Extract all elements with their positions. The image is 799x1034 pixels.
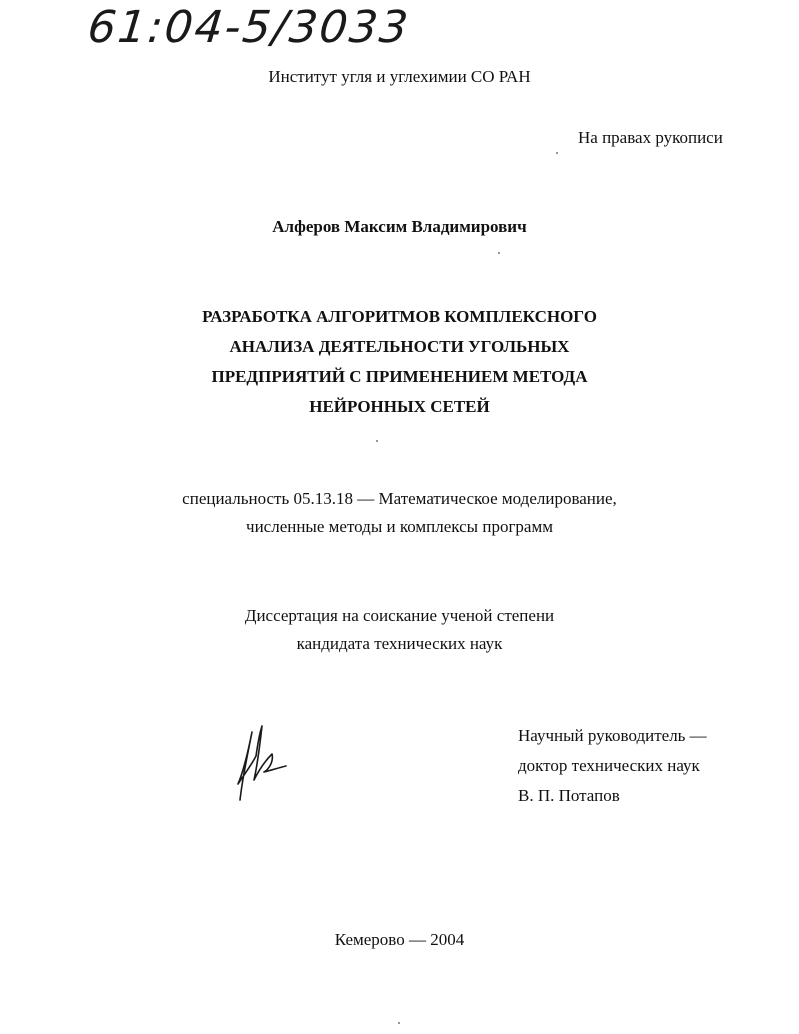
scan-speck — [556, 152, 558, 154]
specialty-line: численные методы и комплексы программ — [246, 517, 553, 536]
author-name: Алферов Максим Владимирович — [272, 217, 527, 236]
archive-code-handwritten: 61:04-5/3033 — [85, 2, 413, 53]
advisor-line: доктор технических наук — [518, 756, 700, 775]
advisor-line: Научный руководитель — — [518, 726, 707, 745]
specialty — [0, 485, 799, 541]
degree-statement — [0, 602, 799, 658]
title-line: РАЗРАБОТКА АЛГОРИТМОВ КОМПЛЕКСНОГО — [202, 307, 597, 326]
degree-line: кандидата технических наук — [296, 634, 503, 653]
city-year: Кемерово — 2004 — [334, 930, 465, 949]
scientific-advisor — [518, 721, 707, 811]
advisor-line: В. П. Потапов — [518, 786, 620, 805]
scan-speck — [498, 252, 500, 254]
institute-name: Институт угля и углехимии СО РАН — [268, 67, 531, 86]
signature — [228, 722, 298, 807]
specialty-line: специальность 05.13.18 — Математическое моделирование, — [182, 489, 617, 508]
title-line: АНАЛИЗА ДЕЯТЕЛЬНОСТИ УГОЛЬНЫХ — [229, 337, 570, 356]
scan-speck — [398, 1022, 400, 1024]
degree-line: Диссертация на соискание ученой степени — [244, 606, 555, 625]
title-line: НЕЙРОННЫХ СЕТЕЙ — [309, 397, 490, 416]
scan-speck — [376, 440, 378, 442]
dissertation-title — [0, 302, 799, 422]
title-line: ПРЕДПРИЯТИЙ С ПРИМЕНЕНИЕМ МЕТОДА — [211, 367, 588, 386]
rights-note: На правах рукописи — [578, 128, 723, 147]
